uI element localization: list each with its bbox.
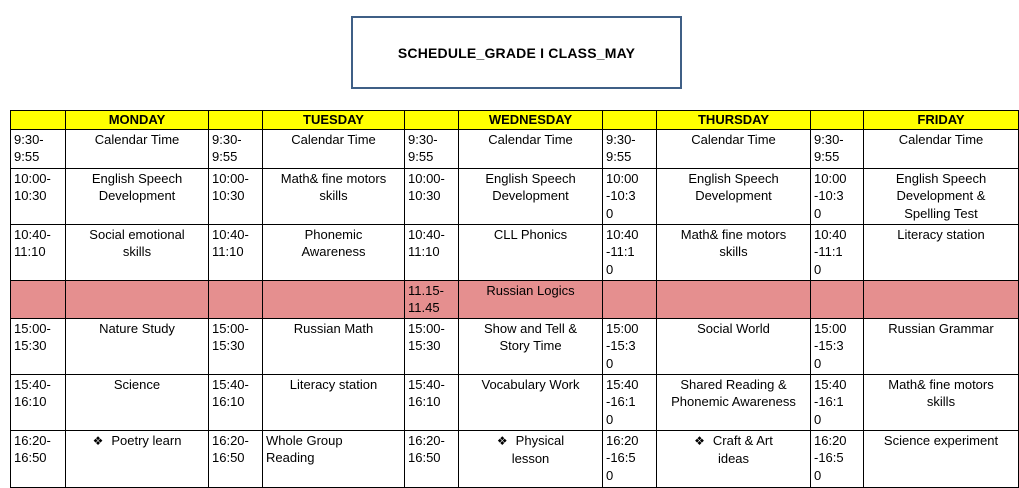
time-cell-monday bbox=[11, 224, 66, 280]
header-time-cell bbox=[603, 111, 657, 130]
time-slot: 10:40- 11:10 bbox=[408, 226, 445, 259]
activity-cell-thursday bbox=[657, 430, 811, 487]
time-cell-thursday bbox=[603, 374, 657, 430]
activity-cell-friday bbox=[864, 224, 1019, 280]
schedule-row bbox=[11, 129, 1019, 168]
activity-cell-friday bbox=[864, 168, 1019, 224]
time-cell-friday bbox=[811, 280, 864, 318]
time-cell-friday bbox=[811, 430, 864, 487]
time-cell-wednesday bbox=[405, 129, 459, 168]
time-cell-monday bbox=[11, 374, 66, 430]
time-slot: 15:00- 15:30 bbox=[408, 320, 445, 353]
schedule-row bbox=[11, 430, 1019, 487]
activity-label: Russian Math bbox=[293, 320, 374, 336]
time-cell-friday bbox=[811, 168, 864, 224]
time-cell-tuesday bbox=[209, 430, 263, 487]
time-cell-friday bbox=[811, 318, 864, 374]
time-slot: 10:40 -11:1 0 bbox=[606, 226, 639, 277]
activity-cell-wednesday bbox=[459, 374, 603, 430]
time-slot: 15:00- 15:30 bbox=[14, 320, 51, 353]
activity-label: CLL Phonics bbox=[493, 226, 568, 242]
time-cell-friday bbox=[811, 129, 864, 168]
time-cell-thursday bbox=[603, 430, 657, 487]
schedule-row bbox=[11, 168, 1019, 224]
activity-cell-wednesday bbox=[459, 430, 603, 487]
activity-label: English Speech Development & Spelling Test bbox=[895, 170, 987, 221]
activity-cell-wednesday bbox=[459, 224, 603, 280]
time-slot: 9:30- 9:55 bbox=[212, 131, 242, 164]
schedule-row bbox=[11, 280, 1019, 318]
activity-label: Math& fine motors skills bbox=[888, 376, 994, 409]
time-cell-wednesday bbox=[405, 168, 459, 224]
activity-label: Science experiment bbox=[883, 432, 999, 448]
header-time-cell bbox=[405, 111, 459, 130]
activity-cell-monday bbox=[66, 224, 209, 280]
time-slot: 16:20- 16:50 bbox=[212, 432, 249, 465]
activity-label: Math& fine motors skills bbox=[280, 170, 387, 203]
time-cell-monday bbox=[11, 280, 66, 318]
time-cell-monday bbox=[11, 318, 66, 374]
time-cell-thursday bbox=[603, 224, 657, 280]
activity-cell-friday bbox=[864, 430, 1019, 487]
activity-cell-tuesday bbox=[263, 224, 405, 280]
time-slot: 15:40- 16:10 bbox=[212, 376, 249, 409]
time-slot: 10:00- 10:30 bbox=[212, 170, 249, 203]
activity-cell-monday bbox=[66, 129, 209, 168]
activity-label: Vocabulary Work bbox=[481, 376, 580, 392]
time-cell-tuesday bbox=[209, 374, 263, 430]
diamond-bullet-icon: ❖ bbox=[694, 433, 705, 448]
activity-cell-thursday bbox=[657, 224, 811, 280]
schedule-row bbox=[11, 374, 1019, 430]
schedule-table bbox=[10, 110, 1019, 488]
time-slot: 16:20- 16:50 bbox=[14, 432, 51, 465]
schedule-title: SCHEDULE_GRADE I CLASS_MAY bbox=[397, 44, 636, 61]
activity-label: Phonemic Awareness bbox=[301, 226, 366, 259]
activity-cell-wednesday bbox=[459, 168, 603, 224]
header-time-cell bbox=[209, 111, 263, 130]
schedule-row bbox=[11, 318, 1019, 374]
activity-label: Social World bbox=[697, 320, 770, 336]
time-slot: 10:00- 10:30 bbox=[408, 170, 445, 203]
activity-label: Poetry learn bbox=[111, 432, 182, 448]
header-monday: MONDAY bbox=[66, 111, 209, 130]
activity-cell-friday bbox=[864, 280, 1019, 318]
time-slot: 15:40- 16:10 bbox=[14, 376, 51, 409]
header-friday: FRIDAY bbox=[864, 111, 1019, 130]
schedule-row bbox=[11, 224, 1019, 280]
activity-label: Literacy station bbox=[897, 226, 985, 242]
activity-cell-monday bbox=[66, 318, 209, 374]
activity-cell-tuesday bbox=[263, 318, 405, 374]
activity-label: Show and Tell & Story Time bbox=[484, 320, 577, 353]
time-slot: 15:40 -16:1 0 bbox=[606, 376, 639, 427]
activity-label: Science bbox=[113, 376, 161, 392]
time-slot: 15:00 -15:3 0 bbox=[814, 320, 847, 371]
time-slot: 9:30- 9:55 bbox=[606, 131, 636, 164]
time-cell-thursday bbox=[603, 280, 657, 318]
header-wednesday: WEDNESDAY bbox=[459, 111, 603, 130]
activity-cell-thursday bbox=[657, 280, 811, 318]
activity-label: Calendar Time bbox=[691, 131, 776, 147]
time-slot: 10:00 -10:3 0 bbox=[814, 170, 847, 221]
activity-label: English Speech Development bbox=[688, 170, 779, 203]
time-slot: 10:40- 11:10 bbox=[212, 226, 249, 259]
time-cell-monday bbox=[11, 430, 66, 487]
activity-label: Craft & Art ideas bbox=[712, 432, 773, 466]
time-cell-friday bbox=[811, 374, 864, 430]
activity-label: Calendar Time bbox=[898, 131, 984, 147]
time-slot: 9:30- 9:55 bbox=[14, 131, 44, 164]
activity-cell-tuesday bbox=[263, 430, 405, 487]
activity-cell-thursday bbox=[657, 374, 811, 430]
time-slot: 10:00- 10:30 bbox=[14, 170, 51, 203]
time-cell-monday bbox=[11, 168, 66, 224]
time-cell-thursday bbox=[603, 318, 657, 374]
time-slot: 10:40 -11:1 0 bbox=[814, 226, 847, 277]
time-slot: 10:40- 11:10 bbox=[14, 226, 51, 259]
time-cell-tuesday bbox=[209, 224, 263, 280]
header-tuesday: TUESDAY bbox=[263, 111, 405, 130]
schedule-title-box bbox=[351, 16, 682, 89]
activity-cell-friday bbox=[864, 318, 1019, 374]
time-slot: 15:40- 16:10 bbox=[408, 376, 445, 409]
activity-label: Calendar Time bbox=[488, 131, 573, 147]
activity-cell-tuesday bbox=[263, 280, 405, 318]
activity-label: Whole Group Reading bbox=[266, 432, 343, 465]
activity-cell-wednesday bbox=[459, 280, 603, 318]
activity-label: Calendar Time bbox=[94, 131, 180, 147]
time-cell-tuesday bbox=[209, 318, 263, 374]
header-row bbox=[11, 111, 1019, 130]
activity-cell-wednesday bbox=[459, 129, 603, 168]
activity-label: Math& fine motors skills bbox=[680, 226, 787, 259]
activity-cell-thursday bbox=[657, 318, 811, 374]
time-cell-tuesday bbox=[209, 129, 263, 168]
time-slot: 16:20 -16:5 0 bbox=[814, 432, 847, 483]
activity-cell-monday bbox=[66, 280, 209, 318]
time-slot: 15:40 -16:1 0 bbox=[814, 376, 847, 427]
activity-label: Russian Logics bbox=[486, 282, 575, 298]
activity-cell-monday bbox=[66, 168, 209, 224]
header-thursday: THURSDAY bbox=[657, 111, 811, 130]
time-slot: 9:30- 9:55 bbox=[408, 131, 438, 164]
diamond-bullet-icon: ❖ bbox=[92, 433, 104, 448]
header-time-cell bbox=[811, 111, 864, 130]
activity-cell-monday bbox=[66, 374, 209, 430]
time-slot: 15:00- 15:30 bbox=[212, 320, 249, 353]
time-cell-tuesday bbox=[209, 168, 263, 224]
activity-label: Calendar Time bbox=[291, 131, 376, 147]
activity-cell-friday bbox=[864, 129, 1019, 168]
activity-label: Shared Reading & Phonemic Awareness bbox=[671, 376, 796, 409]
diamond-bullet-icon: ❖ bbox=[496, 433, 508, 448]
time-cell-wednesday bbox=[405, 224, 459, 280]
activity-cell-wednesday bbox=[459, 318, 603, 374]
time-cell-thursday bbox=[603, 129, 657, 168]
activity-label: Literacy station bbox=[289, 376, 378, 392]
activity-label: Russian Grammar bbox=[888, 320, 994, 336]
activity-cell-monday bbox=[66, 430, 209, 487]
activity-label: Social emotional skills bbox=[89, 226, 185, 259]
time-cell-thursday bbox=[603, 168, 657, 224]
time-cell-monday bbox=[11, 129, 66, 168]
header-time-cell bbox=[11, 111, 66, 130]
time-slot: 10:00 -10:3 0 bbox=[606, 170, 639, 221]
activity-label: English Speech Development bbox=[91, 170, 183, 203]
activity-cell-thursday bbox=[657, 129, 811, 168]
time-cell-wednesday bbox=[405, 318, 459, 374]
activity-cell-tuesday bbox=[263, 129, 405, 168]
activity-cell-tuesday bbox=[263, 374, 405, 430]
time-cell-tuesday bbox=[209, 280, 263, 318]
time-cell-friday bbox=[811, 224, 864, 280]
activity-cell-tuesday bbox=[263, 168, 405, 224]
activity-label: Nature Study bbox=[99, 320, 175, 336]
activity-cell-thursday bbox=[657, 168, 811, 224]
activity-cell-friday bbox=[864, 374, 1019, 430]
time-slot: 9:30- 9:55 bbox=[814, 131, 844, 164]
time-cell-wednesday bbox=[405, 374, 459, 430]
time-slot: 15:00 -15:3 0 bbox=[606, 320, 639, 371]
time-cell-wednesday bbox=[405, 430, 459, 487]
time-slot: 16:20 -16:5 0 bbox=[606, 432, 639, 483]
time-slot: 11.15- 11.45 bbox=[408, 282, 444, 315]
activity-label: English Speech Development bbox=[485, 170, 576, 203]
time-cell-wednesday bbox=[405, 280, 459, 318]
time-slot: 16:20- 16:50 bbox=[408, 432, 445, 465]
activity-label: Physical lesson bbox=[511, 432, 565, 466]
